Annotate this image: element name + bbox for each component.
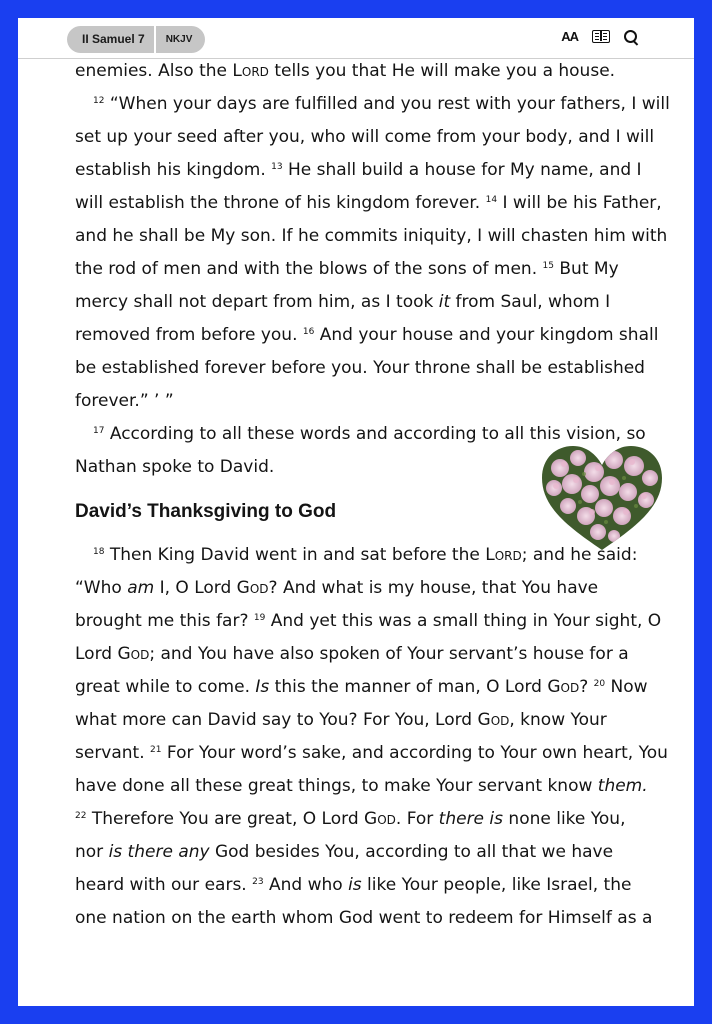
text: Nathan spoke to David.: [75, 457, 275, 477]
text: enemies. Also the: [75, 61, 233, 81]
verse-number[interactable]: 15: [542, 261, 554, 271]
text: great while to come.: [75, 677, 256, 697]
italic-text: there is: [438, 809, 504, 829]
text: Then King David went in and sat before the: [109, 545, 486, 565]
text: servant.: [75, 743, 151, 763]
verse-number[interactable]: 19: [253, 613, 266, 623]
text: “Who: [75, 578, 128, 598]
text: He shall build a house for My name, and I: [287, 160, 642, 180]
text: heard with our ears.: [75, 875, 253, 895]
text: will establish the throne of his kingdom forever.: [75, 193, 486, 213]
reader-toolbar: [18, 18, 694, 59]
section-heading: David’s Thanksgiving to God: [75, 501, 337, 522]
god-smallcaps: God: [236, 578, 269, 598]
text: and he shall be My son. If he commits iniquity, I will chasten him with: [75, 226, 668, 246]
text: “When your days are fulfilled and you rest with your fathers, I will: [109, 94, 670, 114]
text: have done all these great things, to make Your servant know: [75, 776, 598, 796]
text: And who: [268, 875, 349, 895]
verse-number[interactable]: 17: [93, 426, 105, 436]
text: ?: [579, 677, 594, 697]
text: . For: [395, 809, 439, 829]
italic-text: is: [348, 875, 362, 895]
italic-text: them.: [597, 776, 648, 796]
italic-text: it: [438, 292, 451, 312]
god-smallcaps: God: [477, 710, 510, 730]
text: what more can David say to You? For You, Lord: [75, 710, 478, 730]
text: Now: [610, 677, 648, 697]
text: establish his kingdom.: [75, 160, 272, 180]
verse-number[interactable]: 21: [150, 745, 162, 755]
text: the rod of men and with the blows of the sons of men.: [75, 259, 543, 279]
passage-selector[interactable]: [67, 26, 205, 53]
verse-number[interactable]: 20: [593, 679, 606, 689]
text: Lord: [75, 644, 118, 664]
text: one nation on the earth whom God went to redeem for Himself as a: [75, 908, 653, 928]
verse-number[interactable]: 22: [75, 811, 87, 821]
text: brought me this far?: [75, 611, 254, 631]
text: And your house and your kingdom shall: [319, 325, 659, 345]
book-chapter-button[interactable]: II Samuel 7: [82, 32, 145, 46]
text: set up your seed after you, who will come from your body, and I will: [75, 127, 655, 147]
text: removed from before you.: [75, 325, 303, 345]
lord-smallcaps: Lord: [485, 545, 522, 565]
search-icon[interactable]: [624, 30, 638, 44]
text: forever.” ’ ”: [75, 391, 174, 411]
verse-number[interactable]: 13: [271, 162, 283, 172]
text: tells you that He will make you a house.: [268, 61, 616, 81]
lord-smallcaps: Lord: [232, 61, 269, 81]
verse-number[interactable]: 16: [302, 327, 315, 337]
font-size-label: AA: [561, 29, 578, 44]
text: be established forever before you. Your throne shall be established: [75, 358, 645, 378]
text: For Your word’s sake, and according to Your own heart, You: [166, 743, 668, 763]
text: , know Your: [509, 710, 607, 730]
paragraph: [75, 88, 670, 418]
god-smallcaps: God: [547, 677, 580, 697]
book-open-icon[interactable]: [592, 30, 610, 43]
italic-text: am: [127, 578, 155, 598]
text: none like You,: [503, 809, 626, 829]
text: from Saul, whom I: [450, 292, 611, 312]
italic-text: Is: [255, 677, 270, 697]
god-smallcaps: God: [117, 644, 150, 664]
text: I, O Lord: [154, 578, 237, 598]
verse-number[interactable]: 14: [485, 195, 498, 205]
italic-text: is there any: [108, 842, 210, 862]
verse-number[interactable]: 18: [93, 547, 105, 557]
text: nor: [75, 842, 109, 862]
verse-number[interactable]: 23: [252, 877, 264, 887]
text: And yet this was a small thing in Your sight, O: [270, 611, 662, 631]
text: But My: [559, 259, 619, 279]
toolbar-icons: [561, 29, 638, 44]
paragraph: [75, 55, 645, 88]
text: ; and he said:: [521, 545, 638, 565]
paragraph: [75, 539, 668, 935]
text: ? And what is my house, that You have: [268, 578, 599, 598]
font-size-icon[interactable]: [561, 29, 578, 44]
text: this the manner of man, O Lord: [269, 677, 548, 697]
text: like Your people, like Israel, the: [361, 875, 632, 895]
god-smallcaps: God: [364, 809, 396, 829]
text: God besides You, according to all that we have: [209, 842, 614, 862]
version-button[interactable]: NKJV: [165, 34, 193, 45]
verse-number[interactable]: 12: [93, 96, 105, 106]
reader-page: [18, 18, 694, 1006]
flower-heart-image: [540, 444, 664, 552]
text: According to all these words and according to all this vision, so: [109, 424, 646, 444]
text: mercy shall not depart from him, as I took: [75, 292, 439, 312]
text: I will be his Father,: [502, 193, 662, 213]
text: Therefore You are great, O Lord: [91, 809, 365, 829]
text: ; and You have also spoken of Your servant’s house for a: [149, 644, 629, 664]
